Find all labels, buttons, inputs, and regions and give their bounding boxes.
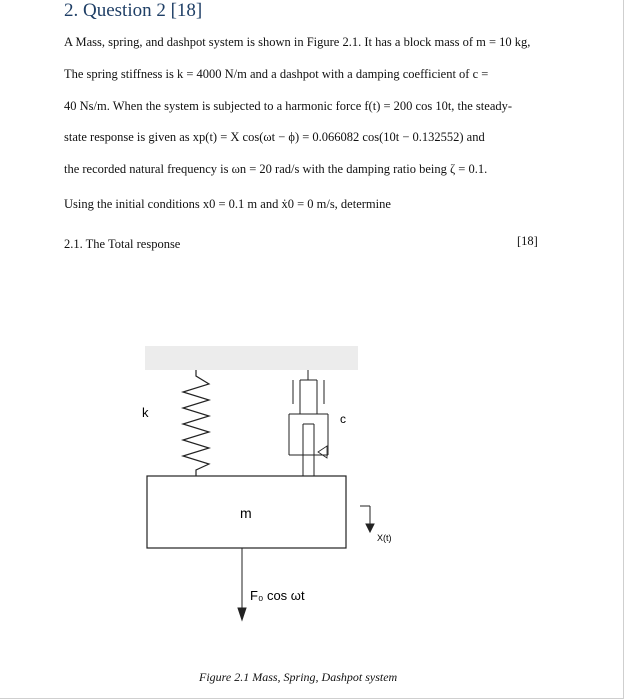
figure-caption: Figure 2.1 Mass, Spring, Dashpot system — [199, 670, 398, 684]
force-label: F₀ cos ωt — [250, 588, 305, 603]
problem-line-1-text: A Mass, spring, and dashpot system is shown in Figure 2.1. It has a block mass of m = 10 kg, — [64, 35, 531, 49]
subquestion-label: 2.1. The Total response — [64, 237, 181, 251]
dashpot-arrow — [318, 446, 327, 458]
problem-line-3-text: 40 Ns/m. When the system is subjected to a harmonic force f(t) = 200 cos 10t, the steady- — [64, 99, 513, 113]
problem-line-2-text: The spring stiffness is k = 4000 N/m and a dashpot with a damping coefficient of c = — [64, 67, 489, 81]
mass-label: m — [240, 505, 252, 521]
problem-line-5-text: the recorded natural frequency is ωn = 20 rad/s with the damping ratio being ζ = 0.1. — [64, 162, 488, 176]
question-heading: 2. Question 2 [18] — [64, 0, 203, 21]
spring-label: k — [142, 405, 149, 420]
damper-label: c — [340, 412, 346, 426]
force-arrow — [238, 548, 246, 620]
subquestion-marks: [18] — [517, 234, 538, 248]
fixed-support — [145, 346, 358, 370]
initial-conditions-text: Using the initial conditions x0 = 0.1 m and ẋ0 = 0 m/s, determine — [64, 197, 391, 211]
problem-line-4-text: state response is given as xp(t) = X cos(ωt − ϕ) = 0.066082 cos(10t − 0.132552) and — [64, 130, 485, 144]
displacement-arrow — [360, 506, 374, 532]
spring — [183, 370, 209, 476]
displacement-label: X(t) — [377, 533, 392, 543]
dashpot — [289, 370, 328, 476]
